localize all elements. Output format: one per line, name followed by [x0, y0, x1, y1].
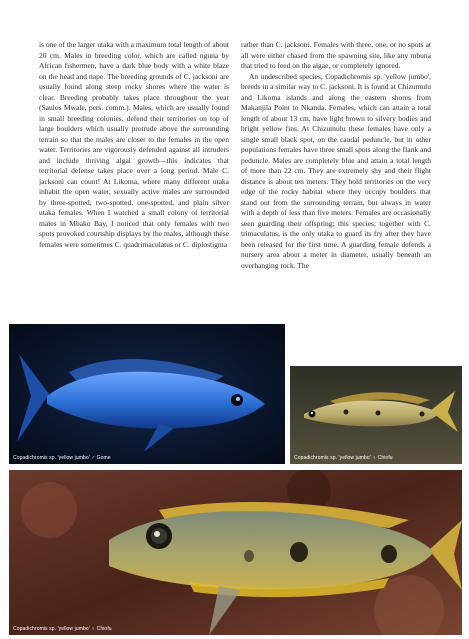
right-paragraph-1: rather than C. jacksoni. Females with three, one, or no spots at all were either chased from the spawning site, like any mbuna that tried to feed on the algae, or completely ignored.	[241, 40, 431, 70]
fish-illustration-female-large	[9, 470, 462, 635]
photo-female-large	[9, 470, 462, 635]
right-text-column-tail	[290, 324, 431, 364]
fish-illustration-blue	[9, 324, 285, 464]
photo-blue-male	[9, 324, 285, 464]
fish-illustration-female-small	[290, 366, 462, 464]
photo-caption: Copadichromis sp. 'yellow jumbo' ♀ Chiofu	[294, 455, 393, 461]
left-text-column	[39, 40, 229, 324]
right-text-column	[241, 40, 431, 324]
left-paragraph-1: is one of the larger utaka with a maximum total length of about 20 cm. Males in breeding color, which are called nguna by African fishermen, have a dark blue body with a white blaze on the head and nape. The breeding grounds of C. jacksoni are usually found along steep rocky shores where the water is clear. Breeding probably takes place throughout the year (Saulos Mwale, pers. comm.). Males, which are usually found in small breeding colonies, defend their territories on top of large boulders which usually protrude above the surrounding terrain so that the males are closer to the females in the open water. Territories are vigorously defended against all intruders and include thriving algal growth—this indicates that territorial defense takes place over a long period. Male C. jacksoni can count! At Likoma, where many different utaka inhabit the open water, sexually active males are surrounded by three-spotted, two-spotted, one-spotted, and plain silver utaka females. When I watched a small colony of territorial males in Mbako Bay, I noticed that only females with two spots provoked courtship displays by the males, although these females were sometimes C. quadrimaculatus or C. diplostigma	[39, 40, 229, 249]
photo-caption: Copadichromis sp. 'yellow jumbo' ♂ Gome	[13, 455, 111, 461]
photo-caption: Copadichromis sp. 'yellow jumbo' ♀ Chiofu	[13, 626, 112, 632]
right-paragraph-2: An undescribed species, Copadichromis sp. 'yellow jumbo', breeds in a similar way to C. jacksoni. It is found at Chizumulu and Likoma islands and along the eastern shores from Makanjila Point to Nkanda. Females, which can attain a total length of about 13 cm, have light brown to silvery bodies and bright yellow fins. At Chizumulu these females have only a single small black spot, on the caudal peduncle, but in other populations females have three small spots along the flank and peduncle. Males are completely blue and attain a total length of more than 22 cm. They are extremely shy and their flight distance is about ten meters. They hold territories on the very edge of the rocky habitat where they occupy boulders that stand out from the surrounding terrain, but always in water with a depth of less than five meters. Females are occasionally seen guarding their offspring; this species, together with C. trimaculatus, is the only utaka to guard its fry after they have been released for the first time. A guarding female defends a nursery area about a meter in diameter, usually beneath an overhanging rock. The	[241, 71, 431, 270]
photo-female-small	[290, 366, 462, 464]
